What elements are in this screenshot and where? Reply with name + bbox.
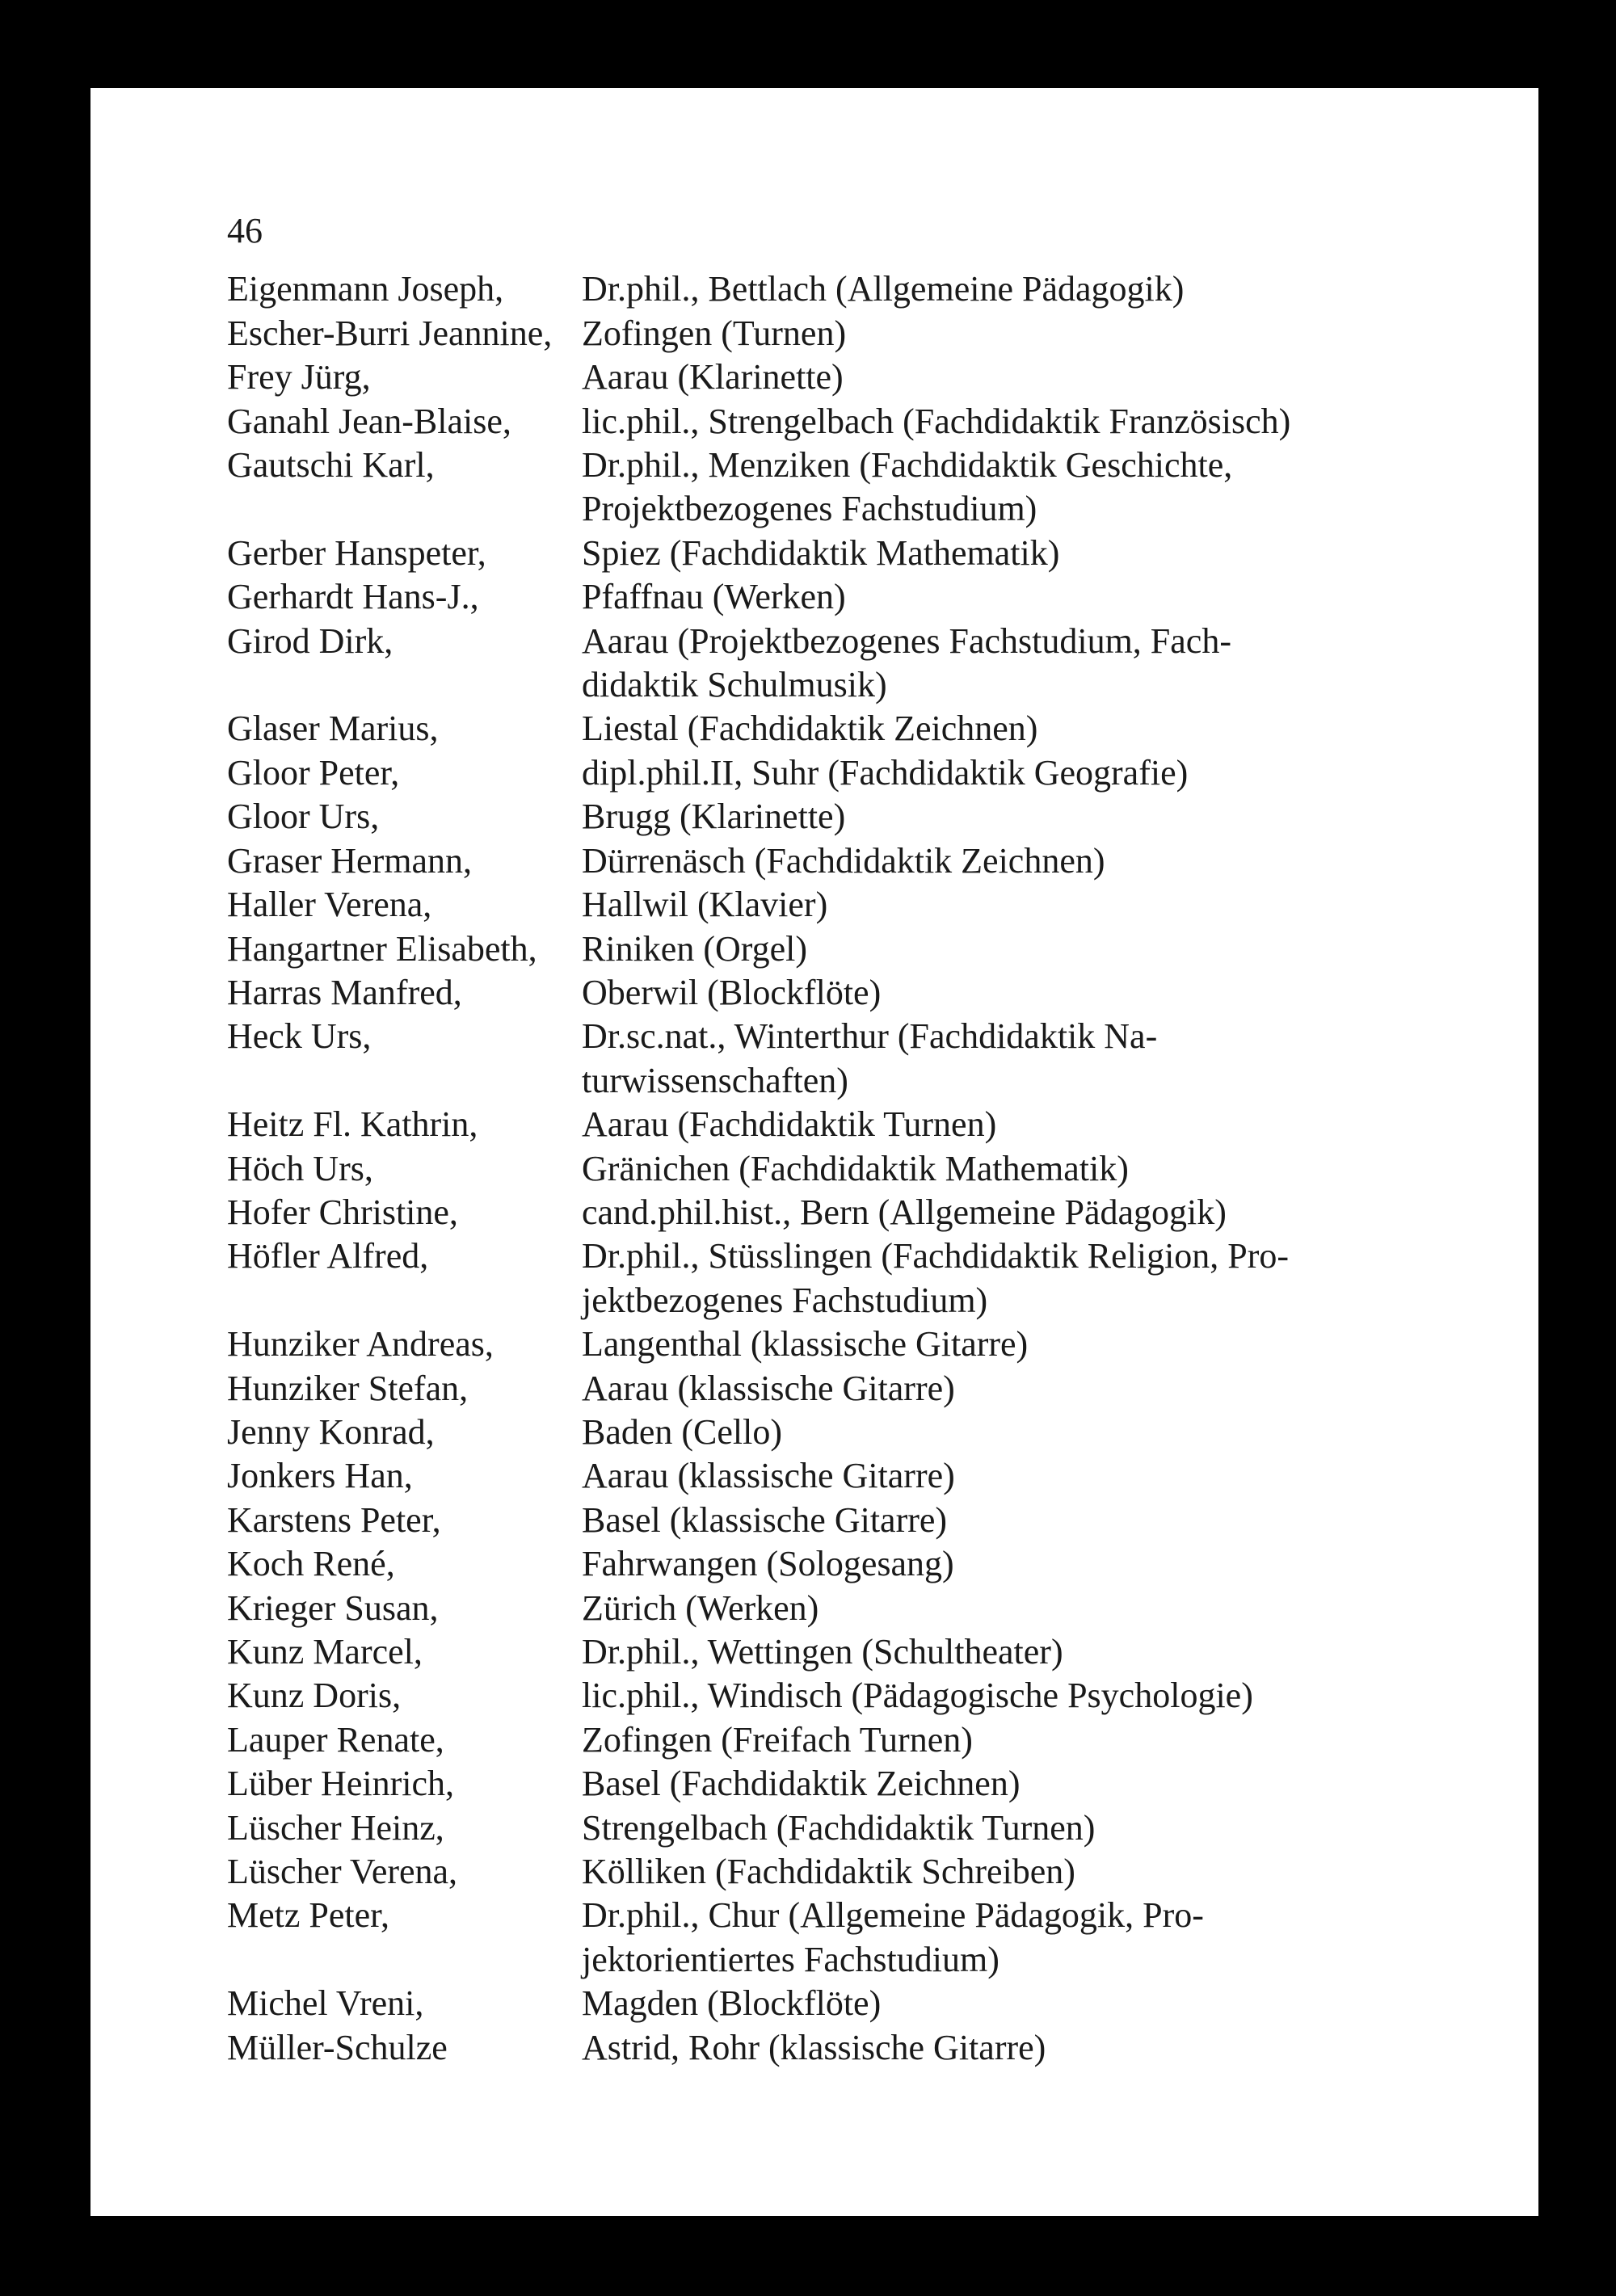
person-details <box>582 707 1037 751</box>
list-item <box>227 1411 1290 1454</box>
person-details <box>582 1015 1157 1103</box>
person-name: Gautschi Karl, <box>227 445 435 486</box>
details-line: cand.phil.hist., Bern (Allgemeine Pädagogik) <box>582 1192 1227 1232</box>
details-line: Spiez (Fachdidaktik Mathematik) <box>582 532 1060 573</box>
person-details <box>582 1982 881 2025</box>
person-details <box>582 355 844 399</box>
person-details <box>582 883 827 927</box>
details-line: Basel (Fachdidaktik Zeichnen) <box>582 1764 1021 1804</box>
person-name: Hangartner Elisabeth, <box>227 928 537 969</box>
person-name: Gloor Urs, <box>227 797 380 837</box>
details-line: lic.phil., Strengelbach (Fachdidaktik Französisch) <box>582 401 1291 441</box>
person-details <box>582 400 1290 444</box>
details-line: Dr.phil., Bettlach (Allgemeine Pädagogik) <box>582 269 1185 309</box>
person-name: Karstens Peter, <box>227 1499 441 1540</box>
person-details <box>582 444 1232 532</box>
list-item <box>227 795 1290 839</box>
details-line: Dr.sc.nat., Winterthur (Fachdidaktik Na- <box>582 1016 1158 1057</box>
person-name: Kunz Marcel, <box>227 1632 423 1672</box>
person-name: Gerhardt Hans-J., <box>227 577 479 617</box>
person-details <box>582 575 846 619</box>
person-details <box>582 1103 996 1146</box>
details-line: Langenthal (klassische Gitarre) <box>582 1324 1029 1365</box>
list-item <box>227 575 1290 619</box>
list-item <box>227 971 1290 1015</box>
person-details <box>582 532 1059 575</box>
list-item <box>227 312 1290 355</box>
details-line: Baden (Cello) <box>582 1411 783 1452</box>
person-details <box>582 1674 1253 1718</box>
person-details <box>582 1762 1020 1806</box>
person-name: Gerber Hanspeter, <box>227 532 486 573</box>
list-item <box>227 1191 1290 1234</box>
list-item <box>227 883 1290 927</box>
person-details <box>582 1499 947 1542</box>
list-item <box>227 1103 1290 1146</box>
person-name: Hunziker Stefan, <box>227 1368 469 1408</box>
details-line: Pfaffnau (Werken) <box>582 577 846 617</box>
person-name: Lüscher Heinz, <box>227 1807 444 1848</box>
person-name: Hunziker Andreas, <box>227 1324 494 1365</box>
list-item <box>227 927 1290 971</box>
details-line: Zofingen (Turnen) <box>582 313 847 353</box>
list-item <box>227 1234 1290 1323</box>
list-item <box>227 1499 1290 1542</box>
staff-list <box>227 267 1290 2070</box>
person-name: Hofer Christine, <box>227 1192 458 1232</box>
person-name: Frey Jürg, <box>227 357 371 397</box>
person-name: Jenny Konrad, <box>227 1411 435 1452</box>
list-item <box>227 267 1290 311</box>
list-item <box>227 707 1290 751</box>
list-item <box>227 1630 1290 1674</box>
details-line: Dr.phil., Chur (Allgemeine Pädagogik, Pro- <box>582 1895 1204 1936</box>
list-item <box>227 2026 1290 2070</box>
page-content <box>227 209 1290 2070</box>
details-line: Dr.phil., Menziken (Fachdidaktik Geschichte, <box>582 445 1233 486</box>
details-line: Aarau (Fachdidaktik Turnen) <box>582 1104 997 1145</box>
person-name: Harras Manfred, <box>227 972 462 1012</box>
list-item <box>227 1894 1290 1982</box>
details-line: Aarau (klassische Gitarre) <box>582 1368 955 1408</box>
list-item <box>227 1367 1290 1411</box>
person-name: Girod Dirk, <box>227 620 393 661</box>
details-line: lic.phil., Windisch (Pädagogische Psychologie) <box>582 1676 1253 1716</box>
details-line: Dürrenäsch (Fachdidaktik Zeichnen) <box>582 840 1105 881</box>
details-line: Dr.phil., Stüsslingen (Fachdidaktik Religion, Pro- <box>582 1236 1290 1276</box>
person-name: Koch René, <box>227 1544 395 1584</box>
person-name: Lüber Heinrich, <box>227 1764 454 1804</box>
list-item <box>227 400 1290 444</box>
person-name: Graser Hermann, <box>227 840 472 881</box>
person-name: Heitz Fl. Kathrin, <box>227 1104 478 1145</box>
person-details <box>582 1894 1204 1982</box>
list-item <box>227 839 1290 883</box>
person-name: Heck Urs, <box>227 1016 372 1057</box>
details-line: dipl.phil.II, Suhr (Fachdidaktik Geografie) <box>582 752 1189 793</box>
details-line: Liestal (Fachdidaktik Zeichnen) <box>582 709 1038 749</box>
list-item <box>227 1806 1290 1850</box>
person-details <box>582 795 845 839</box>
list-item <box>227 1850 1290 1894</box>
person-details <box>582 1718 973 1762</box>
person-details <box>582 1411 782 1454</box>
person-details <box>582 620 1231 708</box>
details-line: Zürich (Werken) <box>582 1587 819 1628</box>
details-line: Aarau (klassische Gitarre) <box>582 1456 955 1496</box>
person-name: Lauper Renate, <box>227 1719 444 1760</box>
details-line: Brugg (Klarinette) <box>582 797 846 837</box>
person-details <box>582 1323 1028 1366</box>
list-item <box>227 1587 1290 1630</box>
document-page <box>90 88 1538 2216</box>
person-name: Höfler Alfred, <box>227 1236 429 1276</box>
details-line: Projektbezogenes Fachstudium) <box>582 489 1037 529</box>
person-details <box>582 971 881 1015</box>
list-item <box>227 355 1290 399</box>
person-name: Kunz Doris, <box>227 1676 402 1716</box>
list-item <box>227 444 1290 532</box>
person-details <box>582 267 1184 311</box>
details-line: turwissenschaften) <box>582 1060 848 1100</box>
list-item <box>227 1542 1290 1586</box>
details-line: jektorientiertes Fachstudium) <box>582 1939 999 1979</box>
person-details <box>582 1806 1095 1850</box>
person-details <box>582 1630 1063 1674</box>
list-item <box>227 1762 1290 1806</box>
details-line: didaktik Schulmusik) <box>582 665 887 705</box>
person-name: Escher-Burri Jeannine, <box>227 313 553 353</box>
list-item <box>227 1015 1290 1103</box>
person-name: Jonkers Han, <box>227 1456 413 1496</box>
details-line: Aarau (Klarinette) <box>582 357 844 397</box>
list-item <box>227 1718 1290 1762</box>
person-details <box>582 1234 1289 1323</box>
person-details <box>582 927 807 971</box>
person-details <box>582 1191 1227 1234</box>
person-details <box>582 751 1188 795</box>
details-line: Dr.phil., Wettingen (Schultheater) <box>582 1632 1063 1672</box>
person-details <box>582 2026 1046 2070</box>
details-line: Fahrwangen (Sologesang) <box>582 1544 954 1584</box>
person-details <box>582 312 846 355</box>
list-item <box>227 1982 1290 2025</box>
person-name: Gloor Peter, <box>227 752 400 793</box>
details-line: jektbezogenes Fachstudium) <box>582 1280 988 1320</box>
person-details <box>582 1454 955 1498</box>
person-name: Müller-Schulze <box>227 2027 448 2067</box>
details-line: Kölliken (Fachdidaktik Schreiben) <box>582 1852 1075 1892</box>
person-name: Metz Peter, <box>227 1895 390 1936</box>
details-line: Astrid, Rohr (klassische Gitarre) <box>582 2027 1046 2067</box>
list-item <box>227 1323 1290 1366</box>
person-name: Glaser Marius, <box>227 709 439 749</box>
details-line: Aarau (Projektbezogenes Fachstudium, Fach- <box>582 620 1231 661</box>
list-item <box>227 1454 1290 1498</box>
page-number: 46 <box>227 211 263 250</box>
person-name: Lüscher Verena, <box>227 1852 458 1892</box>
details-line: Gränichen (Fachdidaktik Mathematik) <box>582 1148 1129 1188</box>
person-details <box>582 1367 955 1411</box>
details-line: Riniken (Orgel) <box>582 928 808 969</box>
list-item <box>227 620 1290 708</box>
person-name: Ganahl Jean-Blaise, <box>227 401 511 441</box>
person-name: Höch Urs, <box>227 1148 373 1188</box>
details-line: Hallwil (Klavier) <box>582 885 828 925</box>
person-details <box>582 1850 1075 1894</box>
details-line: Basel (klassische Gitarre) <box>582 1499 948 1540</box>
details-line: Magden (Blockflöte) <box>582 1983 882 2024</box>
person-name: Eigenmann Joseph, <box>227 269 504 309</box>
person-details <box>582 839 1105 883</box>
person-details <box>582 1587 819 1630</box>
person-details <box>582 1147 1129 1191</box>
details-line: Zofingen (Freifach Turnen) <box>582 1719 973 1760</box>
list-item <box>227 532 1290 575</box>
list-item <box>227 1147 1290 1191</box>
person-name: Michel Vreni, <box>227 1983 424 2024</box>
person-details <box>582 1542 954 1586</box>
details-line: Oberwil (Blockflöte) <box>582 972 882 1012</box>
person-name: Krieger Susan, <box>227 1587 439 1628</box>
list-item <box>227 751 1290 795</box>
person-name: Haller Verena, <box>227 885 432 925</box>
details-line: Strengelbach (Fachdidaktik Turnen) <box>582 1807 1096 1848</box>
list-item <box>227 1674 1290 1718</box>
